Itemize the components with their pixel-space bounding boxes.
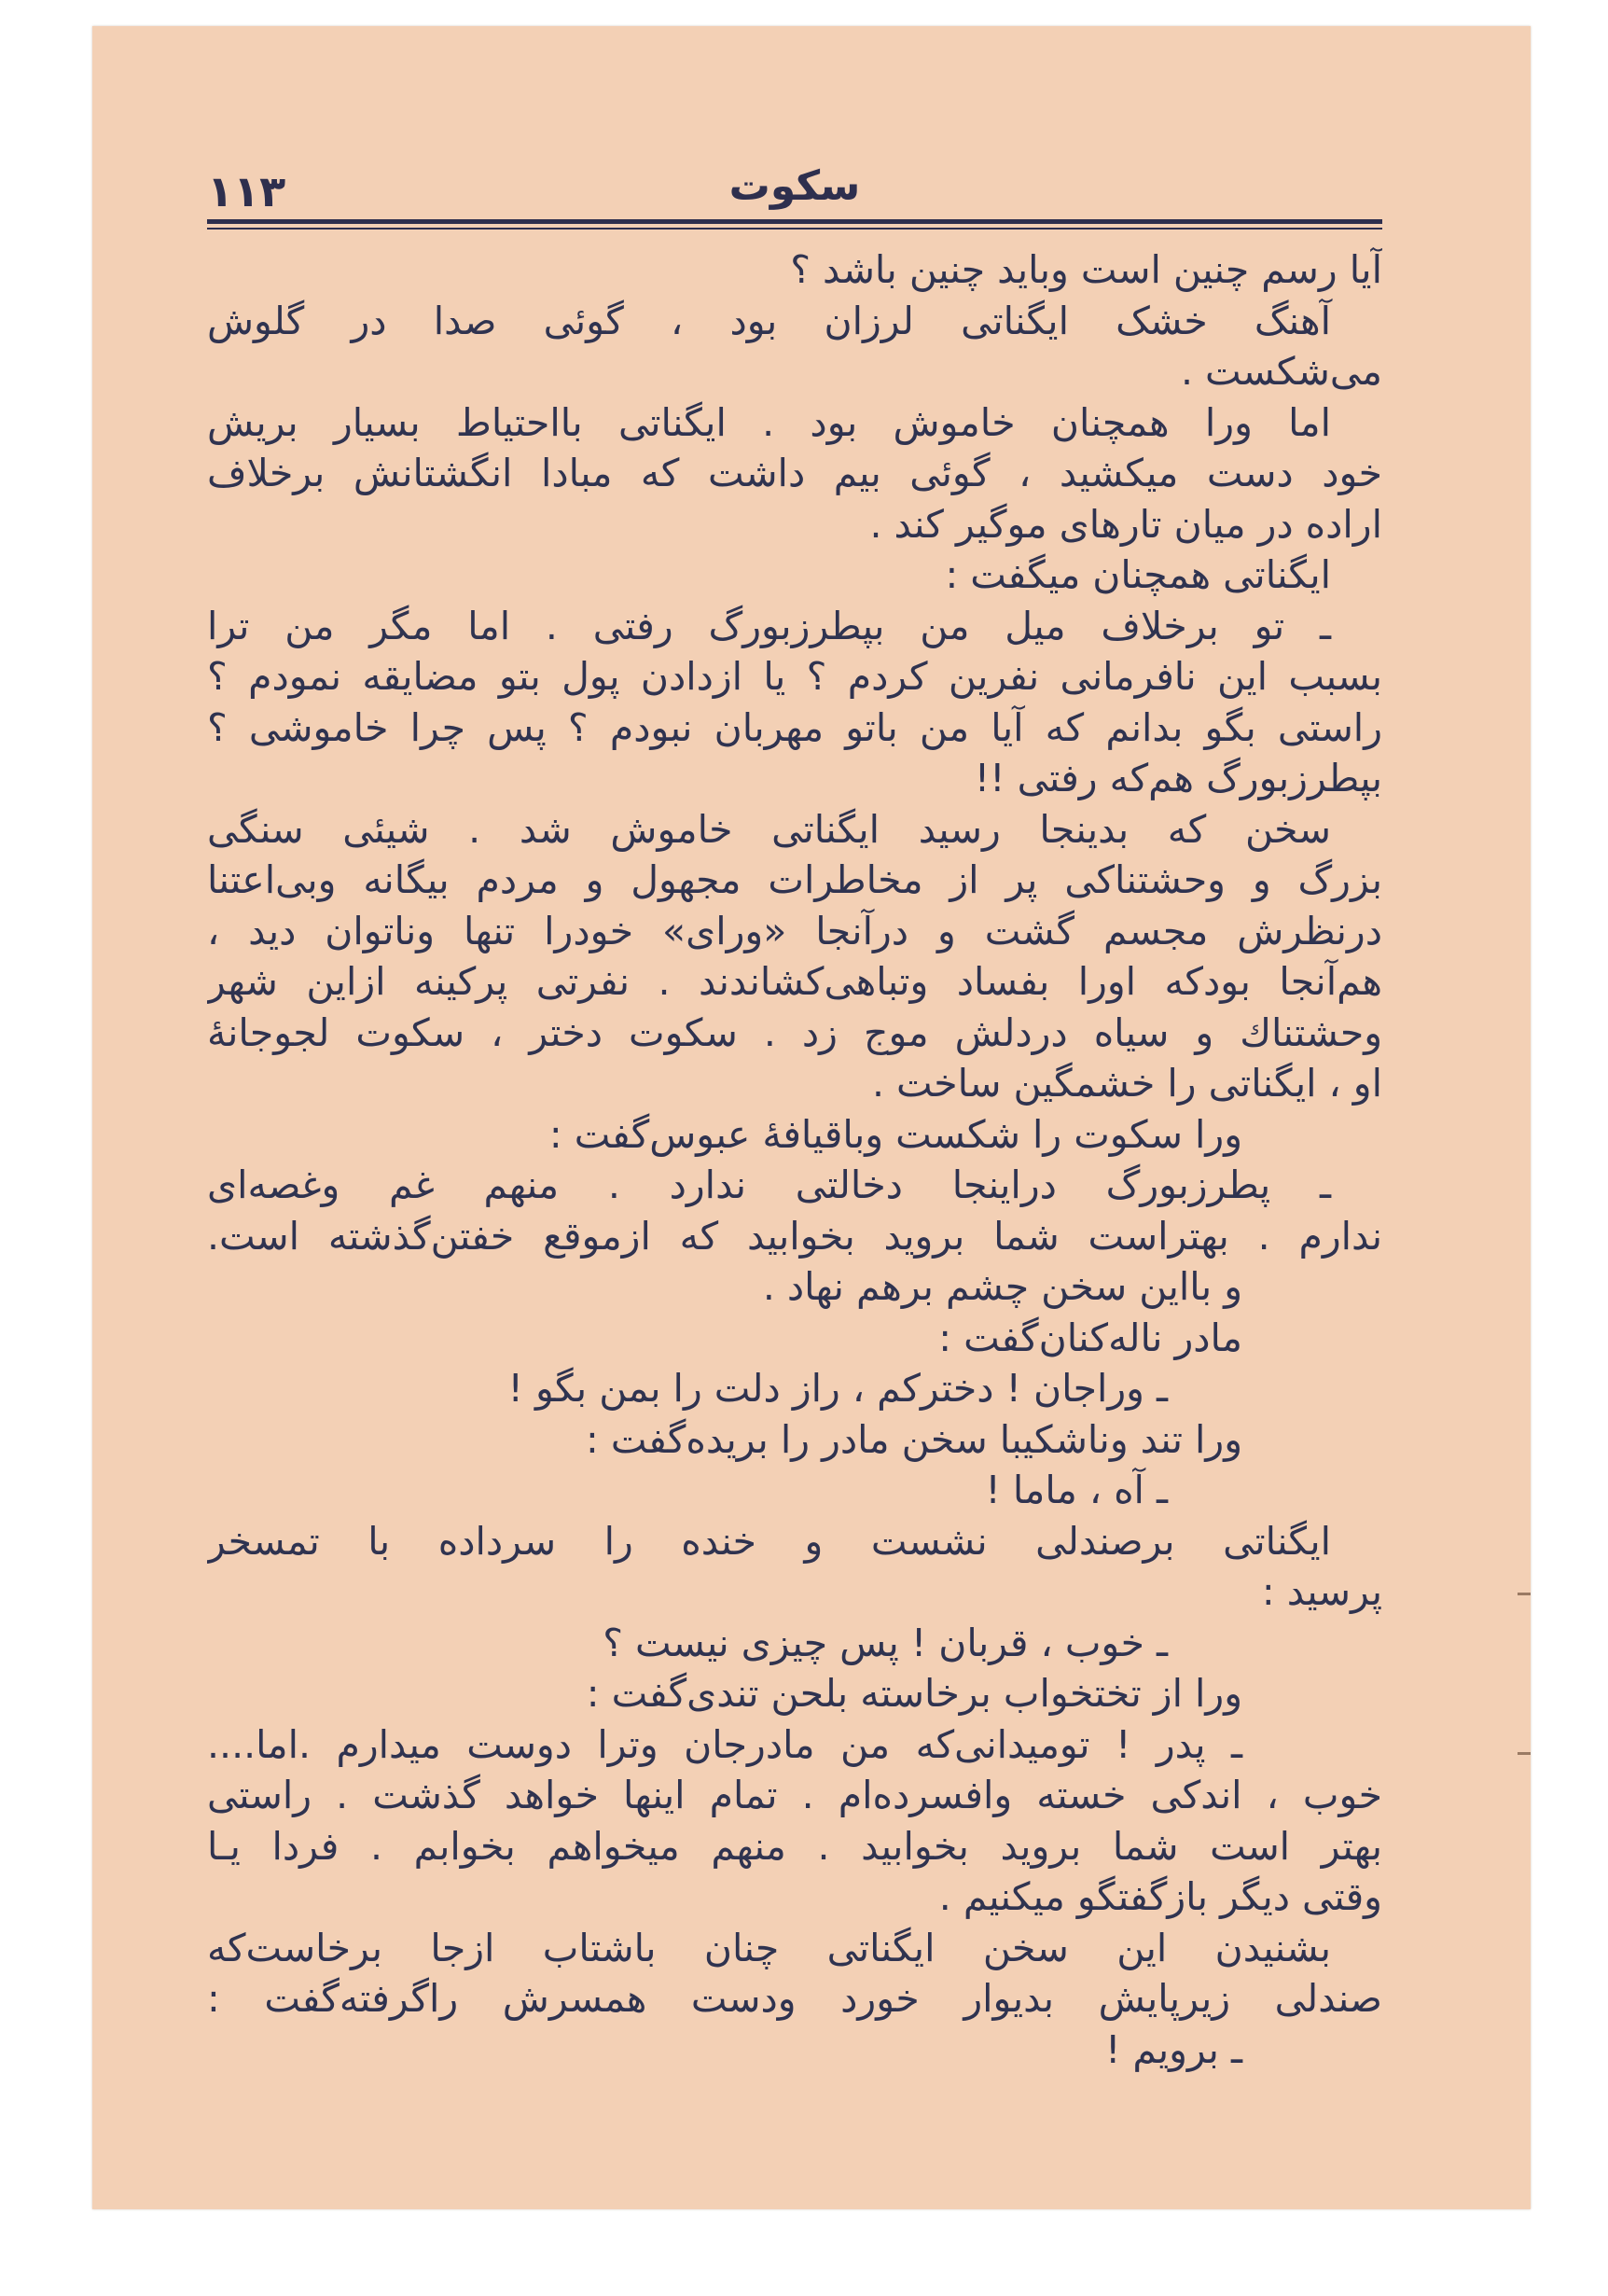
text-line: وقتی دیگر بازگفتگو میکنیم . xyxy=(938,1874,1382,1919)
text-line: آهنگ خشک ایگناتی لرزان بود ، گوئی صدا در گلوش xyxy=(207,298,1331,343)
text-line: صندلی زیرپایش بدیوار خورد ودست همسرش راگرفته‌گفت : xyxy=(207,1976,1382,2021)
text-line: سخن که بدینجا رسید ایگناتی خاموش شد . شیئی سنگی xyxy=(207,806,1331,852)
text-line: مادر ناله‌کنان‌گفت : xyxy=(938,1315,1242,1360)
text-line: او ، ایگناتی را خشمگین ساخت . xyxy=(871,1061,1382,1106)
text-line: اما ورا همچنان خاموش بود . ایگناتی بااحتیاط بسیار بریش xyxy=(207,399,1331,445)
text-line: ـ پطرزبورگ دراینجا دخالتی ندارد . منهم غم وغصه‌ای xyxy=(207,1162,1331,1207)
page-edge-nick xyxy=(1518,1593,1531,1595)
text-line: هم‌آنجا بودکه اورا بفساد وتباهی‌کشاندند . نفرتی پرکینه ازاین شهر xyxy=(207,959,1382,1004)
body-text xyxy=(207,244,1382,2075)
text-line: ـ برویم ! xyxy=(1104,2026,1242,2072)
text-line: ایگناتی برصندلی نشست و خنده را سرداده با تمسخر xyxy=(207,1518,1331,1564)
text-line: ـ خوب ، قربان ! پس چیزی نیست ؟ xyxy=(603,1620,1168,1665)
text-line: بهتر است شما بروید بخوابید . منهم میخواهم بخوابم . فردا یـا xyxy=(207,1823,1382,1869)
text-line: بزرگ و وحشتناکی پر از مخاطرات مجهول و مردم بیگانه وبی‌اعتنا xyxy=(207,857,1382,902)
text-line: راستی بگو بدانم که آیا من باتو مهربان نبودم ؟ پس چرا خاموشی ؟ xyxy=(207,704,1382,750)
running-title: سکوت xyxy=(728,162,861,210)
text-line: خود دست میکشید ، گوئی بیم داشت که مبادا انگشتانش برخلاف xyxy=(207,451,1382,495)
text-line: می‌شکست . xyxy=(1180,349,1382,394)
text-line: پرسید : xyxy=(1261,1569,1382,1614)
text-line: خوب ، اندکی خسته وافسرده‌ام . تمام اینها خواهد گذشت . راستی xyxy=(207,1773,1382,1817)
text-line: ورا سکوت را شکست وباقیافهٔ عبوس‌گفت : xyxy=(548,1111,1242,1157)
text-line: ورا تند وناشکیبا سخن مادر را بریده‌گفت : xyxy=(586,1416,1242,1462)
text-line: بشنیدن این سخن ایگناتی چنان باشتاب ازجا برخاست‌که xyxy=(207,1925,1331,1970)
text-line: بپطرزبورگ هم‌که رفتی !! xyxy=(974,756,1382,800)
text-line: اراده در میان تارهای موگیر کند . xyxy=(869,501,1382,547)
header-rule-thin xyxy=(207,228,1382,230)
text-line: ـ پدر ! تومیدانی‌که من مادرجان وترا دوست میدارم .اما.... xyxy=(207,1721,1242,1767)
text-line: ایگناتی همچنان میگفت : xyxy=(945,552,1331,597)
text-line: ـ آه ، ماما ! xyxy=(985,1468,1168,1512)
text-line: ـ تو برخلاف میل من بپطرزبورگ رفتی . اما مگر من ترا xyxy=(207,603,1331,648)
text-line: و بااین سخن چشم برهم نهاد . xyxy=(762,1264,1242,1309)
page-number: ۱۱۳ xyxy=(207,166,286,216)
page-header xyxy=(207,149,1382,215)
text-line: وحشتناك و سیاه دردلش موج زد . سکوت دختر ، سکوت لجوجانهٔ xyxy=(207,1009,1382,1055)
text-line: درنظرش مجسم گشت و درآنجا «ورای» خودرا تنها وناتوان دید ، xyxy=(207,908,1382,953)
header-rule-thick xyxy=(207,219,1382,224)
text-line: ـ وراجان ! دخترکم ، راز دلت را بمن بگو ! xyxy=(507,1366,1168,1411)
text-line: آیا رسم چنین است وباید چنین باشد ؟ xyxy=(790,247,1382,292)
text-line: ندارم . بهتراست شما بروید بخوابید که ازموقع خفتن‌گذشته است. xyxy=(207,1213,1382,1259)
text-line: ورا از تختخواب برخاسته بلحن تندی‌گفت : xyxy=(586,1671,1242,1716)
text-line: بسبب این نافرمانی نفرین کردم ؟ یا ازدادن پول بتو مضایقه نمودم ؟ xyxy=(207,654,1382,699)
page-edge-nick xyxy=(1518,1752,1531,1755)
